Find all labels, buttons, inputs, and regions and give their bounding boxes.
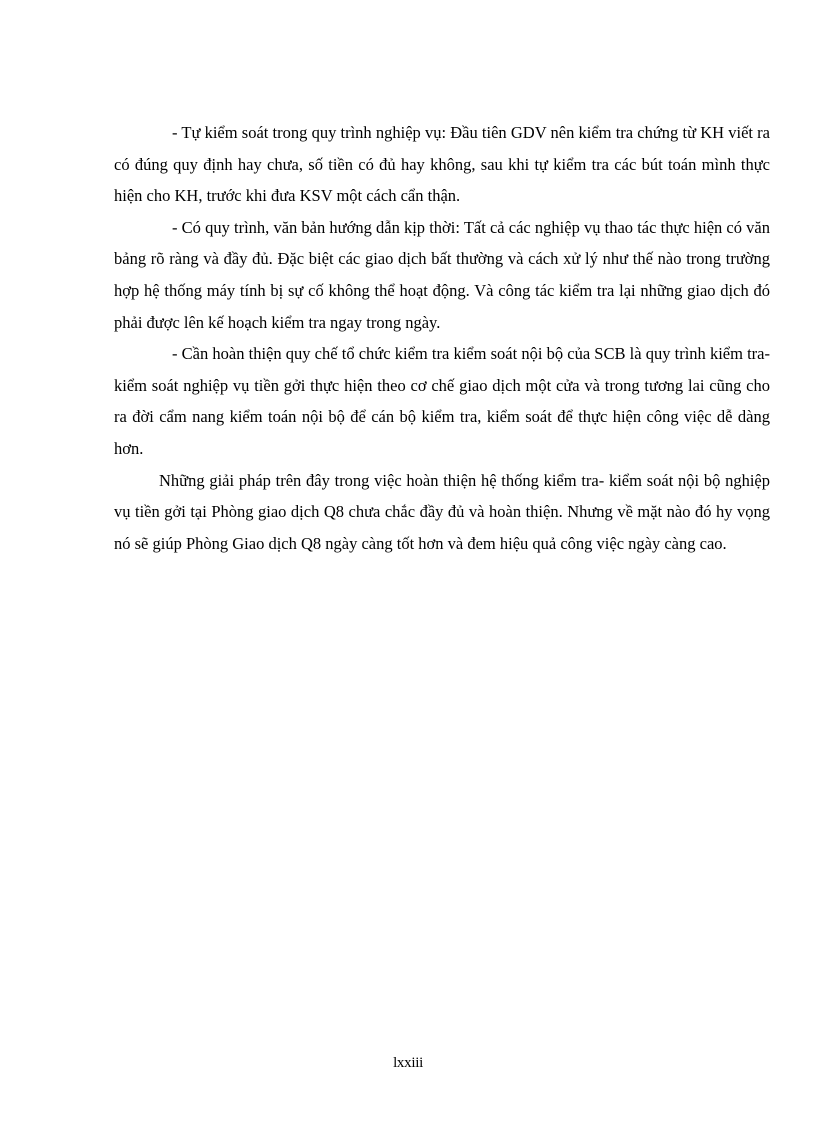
page-body	[114, 117, 770, 559]
page-number: lxxiii	[393, 1055, 423, 1071]
paragraph-timely-procedures: - Có quy trình, văn bản hướng dẫn kịp thời: Tất cả các nghiệp vụ thao tác thực hiện có văn bảng rõ ràng và đầy đủ. Đặc biệt các giao dịch bất thường và cách xử lý như thế nào trong trường hợp hệ thống máy tính bị sự cố không thể hoạt động. Và công tác kiểm tra lại những giao dịch đó phải được lên kế hoạch kiểm tra ngay trong ngày.	[114, 217, 770, 332]
paragraph-conclusion: Những giải pháp trên đây trong việc hoàn thiện hệ thống kiểm tra- kiểm soát nội bộ nghiệp vụ tiền gởi tại Phòng giao dịch Q8 chưa chắc đầy đủ và hoàn thiện. Nhưng về mặt nào đó hy vọng nó sẽ giúp Phòng Giao dịch Q8 ngày càng tốt hơn và đem hiệu quả công việc ngày càng cao.	[114, 470, 770, 553]
paragraph-internal-control-regulation: - Cần hoàn thiện quy chế tổ chức kiểm tra kiểm soát nội bộ của SCB là quy trình kiểm tra- kiểm soát nghiệp vụ tiền gởi thực hiện theo cơ chế giao dịch một cửa và trong tương lai cũng cho ra đời cẩm nang kiểm toán nội bộ để cán bộ kiểm tra, kiểm soát để thực hiện công việc dễ dàng hơn.	[114, 344, 770, 458]
paragraph-self-control: - Tự kiểm soát trong quy trình nghiệp vụ: Đầu tiên GDV nên kiểm tra chứng từ KH viết ra có đúng quy định hay chưa, số tiền có đủ hay không, sau khi tự kiểm tra các bút toán mình thực hiện cho KH, trước khi đưa KSV một cách cẩn thận.	[114, 123, 770, 206]
